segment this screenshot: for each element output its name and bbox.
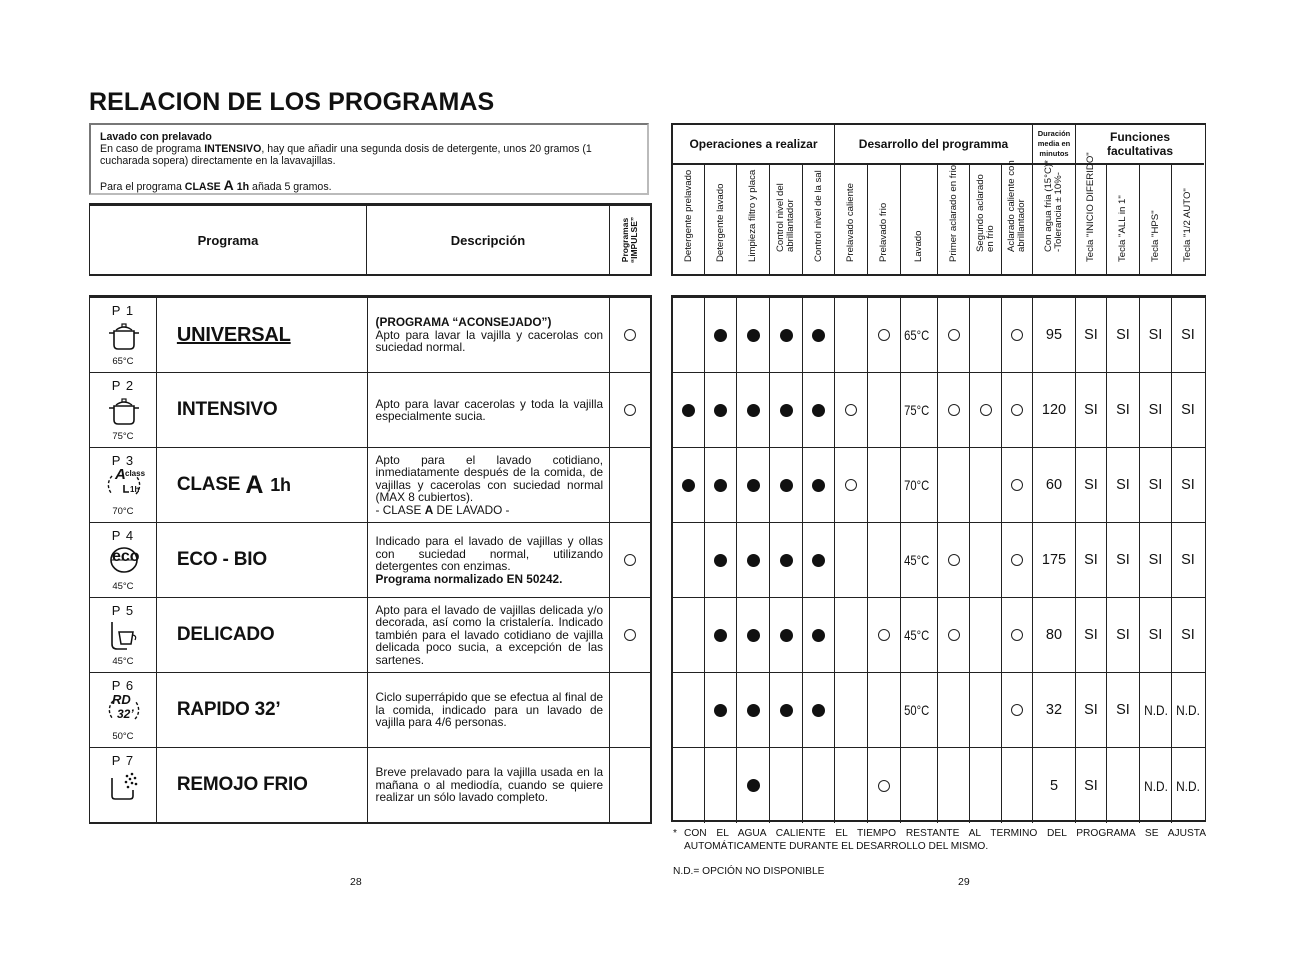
cell-filter-clean [737,448,770,522]
cell-half-auto-key: SI [1181,627,1195,643]
program-description [368,448,611,522]
minutes-label: 32’ [117,707,134,721]
prewash-note [89,123,649,195]
cell-hps-key: N.D. [1140,673,1172,747]
soak-icon [106,768,142,802]
column-header-cold-prewash: Prelavado frio [868,165,901,276]
glass-icon [106,618,142,652]
cell-wash: 50°C [901,673,938,747]
cell-duration: 120 [1033,373,1076,447]
cell-half-auto-key: SI [1181,552,1195,568]
cell-hot-rinse [1002,673,1033,747]
dot-icon [780,329,793,342]
program-icon-cell [90,523,157,597]
cell-duration: 32 [1033,673,1076,747]
program-name: ECO - BIO [157,523,368,597]
program-icon-cell [90,673,157,747]
cell-cold-prewash [868,598,901,672]
programs-table [89,295,652,824]
cell-det-wash [705,748,737,823]
circle-icon [1011,479,1023,491]
program-icon-cell [90,373,157,447]
description-highlight: (PROGRAMA “ACONSEJADO”) [375,315,552,330]
impulse-circle-icon [624,329,636,341]
page-number-left: 28 [350,876,362,888]
cell-det-wash [705,523,737,597]
cell-filter-clean [737,373,770,447]
cell-hps-key: SI [1140,448,1172,522]
cell-first-cold-rinse [938,448,970,522]
cell-det-wash [705,673,737,747]
program-name: INTENSIVO [157,373,368,447]
cell-duration: 95 [1033,298,1076,372]
cell-all-in-1-key: SI [1107,298,1140,372]
cell-rinse-aid-check [770,298,803,372]
column-header-second-cold-rinse: Segundo aclarado en frio [970,165,1002,276]
group-header-0: Operaciones a realizar [673,125,835,165]
program-name: DELICADO [157,598,368,672]
cell-rinse-aid-check [770,598,803,672]
program-name: UNIVERSAL [157,298,368,372]
program-code: P 1 [111,303,135,318]
cell-duration: 80 [1033,598,1076,672]
cell-wash: 45°C [901,598,938,672]
program-row [90,373,650,448]
program-code: P 2 [111,378,135,393]
cell-det-wash [705,598,737,672]
program-temperature: 75°C [112,431,134,442]
circle-icon [948,404,960,416]
cell-delay-start-key: SI [1076,298,1107,372]
program-icon-cell [90,298,157,372]
cell-hps-key: SI [1140,373,1172,447]
program-name: RAPIDO 32’ [157,673,368,747]
cell-half-auto-key: SI [1181,327,1195,343]
cell-cold-prewash [868,673,901,747]
operations-row [673,298,1205,373]
cell-cold-prewash [868,448,901,522]
program-icon-cell [90,748,157,822]
circle-icon [980,404,992,416]
cell-delay-start-key: SI [1076,748,1107,823]
cell-hps-key: SI [1140,523,1172,597]
program-name: REMOJO FRIO [157,748,368,822]
cell-all-in-1-key: SI [1107,523,1140,597]
cell-cold-prewash [868,748,901,823]
cell-wash: 65°C [901,298,938,372]
cell-all-in-1-key: SI [1107,448,1140,522]
cell-half-auto-key: N.D. [1176,777,1200,794]
cell-second-cold-rinse [970,298,1002,372]
dot-icon [812,629,825,642]
cell-first-cold-rinse [938,673,970,747]
footnote-hot-water: * CON EL AGUA CALIENTE EL TIEMPO RESTANTE AL TERMINO DEL PROGRAMA SE AJUSTA AUTOMÁTICAMENTE DURANTE EL DESARROLLO DEL MISMO. [673,828,1206,852]
impulse-cell [610,748,650,822]
cell-hot-prewash [835,598,868,672]
cell-rinse-aid-check [770,673,803,747]
program-temperature: 50°C [112,731,134,742]
program-description [368,748,611,822]
cell-salt-check [803,748,835,823]
circle-icon [948,554,960,566]
impulse-cell [610,448,650,522]
operations-row [673,523,1205,598]
cell-all-in-1-key: SI [1107,598,1140,672]
program-temperature: 70°C [112,506,134,517]
cell-wash [901,748,938,823]
cell-duration: 5 [1033,748,1076,823]
circle-icon [845,404,857,416]
eco-icon [106,543,142,577]
cell-second-cold-rinse [970,523,1002,597]
program-row [90,298,650,373]
impulse-cell [610,673,650,747]
cell-duration: 175 [1033,523,1076,597]
program-name: CLASE A 1h [157,448,368,522]
cell-salt-check [803,523,835,597]
dot-icon [812,554,825,567]
dot-icon [780,404,793,417]
program-description [368,373,611,447]
circle-icon [948,629,960,641]
description-text: Ciclo superrápido que se efectua al final de la comida, indicado para un lavado de vajilla para 4/6 personas. [375,690,604,730]
cell-wash: 75°C [901,373,938,447]
operations-row [673,748,1205,823]
column-header-hot-prewash: Prelavado caliente [835,165,868,276]
cell-second-cold-rinse [970,598,1002,672]
program-temperature: 65°C [112,356,134,367]
program-code: P 7 [111,753,135,768]
circle-icon [1011,329,1023,341]
header-programa: Programa [90,206,367,274]
dot-icon [714,704,727,717]
program-temperature: 45°C [112,581,134,592]
dot-icon [747,329,760,342]
cell-hot-prewash [835,448,868,522]
operations-row [673,448,1205,523]
cell-filter-clean [737,523,770,597]
rapid-icon [106,693,142,727]
cell-hot-prewash [835,748,868,823]
cell-hot-rinse [1002,448,1033,522]
class-label: class [125,469,146,478]
pot-icon [106,318,142,352]
cell-det-wash [705,298,737,372]
circle-icon [878,629,890,641]
description-text: Apto para el lavado cotidiano, inmediatamente después de la comida, de vajillas y cacerolas con suciedad normal (MAX 8 cubiertos). [375,452,604,505]
cell-rinse-aid-check [770,523,803,597]
program-row [90,673,650,748]
description-text: Apto para lavar cacerolas y toda la vajilla especialmente sucia. [375,396,604,423]
program-code: P 6 [111,678,135,693]
cell-salt-check [803,298,835,372]
dot-icon [812,404,825,417]
cell-wash: 70°C [901,448,938,522]
cell-cold-prewash [868,523,901,597]
cell-delay-start-key: SI [1076,523,1107,597]
cell-det-prewash [673,673,705,747]
operations-row [673,673,1205,748]
description-text: Apto para el lavado de vajillas delicada y/o decorada, así como la cristalería. Indicado también para el lavado cotidiano de vajilla delicada poco sucia, a excepción de las sartenes. [375,602,604,667]
cell-filter-clean [737,748,770,823]
column-header-all-in-1-key: Tecla "ALL in 1" [1107,165,1140,276]
cell-half-auto-key: SI [1181,477,1195,493]
column-header-filter-clean: Limpieza filtro y placa [737,165,770,276]
class-a-icon [106,466,146,502]
dot-icon [747,554,760,567]
dot-icon [747,629,760,642]
description-text: Indicado para el lavado de vajillas y ollas con suciedad normal, utilizando detergentes con enzimas. [375,534,604,573]
operations-table-header [671,123,1206,276]
column-header-det-prewash: Detergente prelavado [673,165,705,276]
column-header-hot-rinse: Aclarado caliente con abrillantador [1002,165,1033,276]
circle-icon [878,780,890,792]
cell-delay-start-key: SI [1076,448,1107,522]
program-description [368,673,611,747]
note-line-2: Para el programa CLASE A 1h añada 5 gramos. [100,177,332,193]
cell-hot-rinse [1002,523,1033,597]
eco-label: eco [112,548,140,565]
dot-icon [747,479,760,492]
cell-rinse-aid-check [770,748,803,823]
circle-icon [878,329,890,341]
program-row [90,748,650,822]
cell-det-prewash [673,523,705,597]
dot-icon [812,479,825,492]
cell-salt-check [803,373,835,447]
cell-cold-prewash [868,298,901,372]
cell-det-prewash [673,598,705,672]
class-a-letter: A [115,466,126,483]
dot-icon [714,479,727,492]
dot-icon [714,554,727,567]
column-header-salt-check: Control nivel de la sal [803,165,835,276]
cell-det-prewash [673,748,705,823]
impulse-circle-icon [624,554,636,566]
description-text: Breve prelavado para la vajilla usada en la mañana o al mediodía, cuando se quiere realizar un sólo lavado completo. [375,765,604,805]
group-header-3: Funciones facultativas [1076,125,1204,165]
circle-icon [948,329,960,341]
cell-det-wash [705,448,737,522]
dot-icon [780,479,793,492]
cell-rinse-aid-check [770,373,803,447]
circle-icon [845,479,857,491]
cell-hps-key: SI [1140,298,1172,372]
program-code: P 4 [111,528,135,543]
dot-icon [714,329,727,342]
dot-icon [747,404,760,417]
program-icon-cell [90,598,157,672]
cell-salt-check [803,448,835,522]
cell-hot-rinse [1002,598,1033,672]
cell-second-cold-rinse [970,448,1002,522]
pot-icon [106,393,142,427]
cell-wash: 45°C [901,523,938,597]
cell-hot-prewash [835,298,868,372]
column-header-wash: Lavado [901,165,938,276]
cell-delay-start-key: SI [1076,673,1107,747]
dot-icon [714,404,727,417]
cell-first-cold-rinse [938,598,970,672]
program-temperature: 45°C [112,656,134,667]
cell-filter-clean [737,673,770,747]
operations-row [673,373,1205,448]
impulse-circle-icon [624,404,636,416]
cell-first-cold-rinse [938,298,970,372]
cell-hps-key: N.D. [1140,748,1172,823]
program-row [90,598,650,673]
impulse-circle-icon [624,629,636,641]
dot-icon [780,704,793,717]
cell-hot-prewash [835,373,868,447]
impulse-cell [610,373,650,447]
cell-hot-prewash [835,673,868,747]
cell-hot-rinse [1002,748,1033,823]
program-code: P 5 [111,603,135,618]
cell-rinse-aid-check [770,448,803,522]
cell-hot-rinse [1002,373,1033,447]
cell-all-in-1-key: SI [1107,673,1140,747]
cell-half-auto-key: N.D. [1176,702,1200,718]
cell-hps-key: SI [1140,598,1172,672]
cell-all-in-1-key [1107,748,1140,823]
column-header-delay-start-key: Tecla "INICIO DIFERIDO" [1076,165,1107,276]
circle-icon [1011,704,1023,716]
program-row [90,523,650,598]
column-header-duration: Con agua fria (15°C)* -Tolerancia ± 10%- [1033,165,1076,276]
cell-det-prewash [673,298,705,372]
dot-icon [812,329,825,342]
footnote-nd: N.D.= OPCIÓN NO DISPONIBLE [673,866,825,877]
cell-filter-clean [737,598,770,672]
impulse-cell [610,598,650,672]
dot-icon [747,779,760,792]
cell-det-wash [705,373,737,447]
dot-icon [780,629,793,642]
cell-delay-start-key: SI [1076,598,1107,672]
cell-hot-rinse [1002,298,1033,372]
dot-icon [812,704,825,717]
cell-salt-check [803,598,835,672]
program-code: P 3 [111,453,135,468]
group-header-2: Duración media en minutos [1033,125,1076,165]
program-description [368,598,611,672]
cell-det-prewash [673,373,705,447]
cell-salt-check [803,673,835,747]
dot-icon [747,704,760,717]
column-header-half-auto-key: Tecla "1/2 AUTO" [1182,188,1193,262]
page-title: RELACION DE LOS PROGRAMAS [89,88,495,116]
program-row [90,448,650,523]
one-hour-label: 1h [130,485,140,494]
circle-icon [1011,554,1023,566]
cell-all-in-1-key: SI [1107,373,1140,447]
cell-cold-prewash [868,373,901,447]
dot-icon [714,629,727,642]
circle-icon [1011,404,1023,416]
column-header-det-wash: Detergente lavado [705,165,737,276]
page-number-right: 29 [958,876,970,888]
note-heading: Lavado con prelavado [100,131,212,143]
description-standard: Programa normalizado EN 50242. [375,571,563,586]
cell-hot-prewash [835,523,868,597]
impulse-cell [610,298,650,372]
dot-icon [780,554,793,567]
cell-second-cold-rinse [970,748,1002,823]
note-line-1: En caso de programa INTENSIVO, hay que añadir una segunda dosis de detergente, unos 20 gramos (1 cucharada sopera) directamente en la lavavajillas. [100,143,592,167]
rapid-label: RD [112,692,131,707]
header-impulse: Programas “IMPULSE” [620,216,639,264]
programs-table-header [89,203,652,276]
dot-icon [682,479,695,492]
cell-first-cold-rinse [938,748,970,823]
circle-icon [1011,629,1023,641]
dot-icon [682,404,695,417]
column-header-hps-key: Tecla "HPS" [1140,165,1172,276]
cell-second-cold-rinse [970,673,1002,747]
column-header-rinse-aid-check: Control nivel del abrillantador [770,165,803,276]
cell-filter-clean [737,298,770,372]
cell-det-prewash [673,448,705,522]
cell-first-cold-rinse [938,373,970,447]
cell-duration: 60 [1033,448,1076,522]
program-description [368,298,611,372]
description-text: Apto para lavar la vajilla y cacerolas con suciedad normal. [375,327,604,355]
description-class: - CLASE A DE LAVADO - [375,502,510,517]
operations-table [671,295,1206,822]
cell-delay-start-key: SI [1076,373,1107,447]
operations-row [673,598,1205,673]
program-icon-cell [90,448,157,522]
cell-first-cold-rinse [938,523,970,597]
group-header-1: Desarrollo del programma [835,125,1033,165]
header-descripcion: Descripción [367,206,610,274]
program-description [368,523,611,597]
cell-half-auto-key: SI [1181,402,1195,418]
cell-second-cold-rinse [970,373,1002,447]
column-header-first-cold-rinse: Primer aclarado en frio [938,165,970,276]
impulse-cell [610,523,650,597]
